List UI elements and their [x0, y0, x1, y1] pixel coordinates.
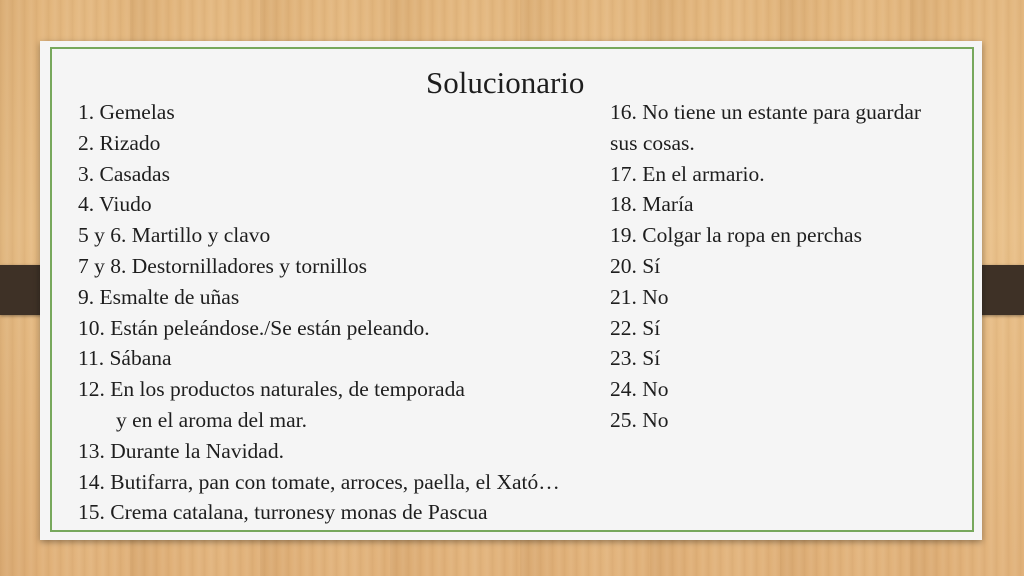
answer-item: 21. No: [610, 284, 669, 309]
answer-item: 19. Colgar la ropa en perchas: [610, 223, 862, 248]
slide-title: Solucionario: [426, 65, 585, 100]
answer-item: 18. María: [610, 192, 694, 217]
answer-item: 16. No tiene un estante para guardar: [610, 100, 922, 124]
answer-item: 10. Están peleándose./Se están peleando.: [78, 315, 430, 340]
answer-item: 24. No: [610, 377, 669, 402]
answer-item: 17. En el armario.: [610, 161, 765, 186]
answer-item: 12. En los productos naturales, de temporada: [78, 377, 465, 402]
answer-item: 11. Sábana: [78, 346, 172, 371]
answer-item: 14. Butifarra, pan con tomate, arroces, paella, el Xató…: [78, 469, 560, 494]
answer-item: 1. Gemelas: [78, 100, 175, 124]
answer-item: 9. Esmalte de uñas: [78, 284, 240, 309]
answer-item: 3. Casadas: [78, 161, 170, 186]
answer-item: 5 y 6. Martillo y clavo: [78, 223, 271, 248]
answer-item: 2. Rizado: [78, 130, 161, 155]
answer-item: 13. Durante la Navidad.: [78, 438, 284, 463]
answer-item-continuation: sus cosas.: [610, 130, 695, 155]
answer-item: 7 y 8. Destornilladores y tornillos: [78, 253, 368, 278]
answer-item: 25. No: [610, 407, 669, 432]
answer-item-continuation: [78, 405, 638, 436]
slide-card: [40, 41, 982, 540]
continuation-text: y en el aroma del mar.: [116, 407, 308, 432]
answer-item: 4. Viudo: [78, 192, 152, 217]
answer-item: 23. Sí: [610, 346, 661, 371]
answer-item: 15. Crema catalana, turronesy monas de Pascua: [78, 500, 488, 525]
answer-item: 22. Sí: [610, 315, 661, 340]
answers-left-column: [78, 97, 638, 528]
answer-item: 20. Sí: [610, 253, 661, 278]
answers-right-column: [610, 97, 982, 436]
